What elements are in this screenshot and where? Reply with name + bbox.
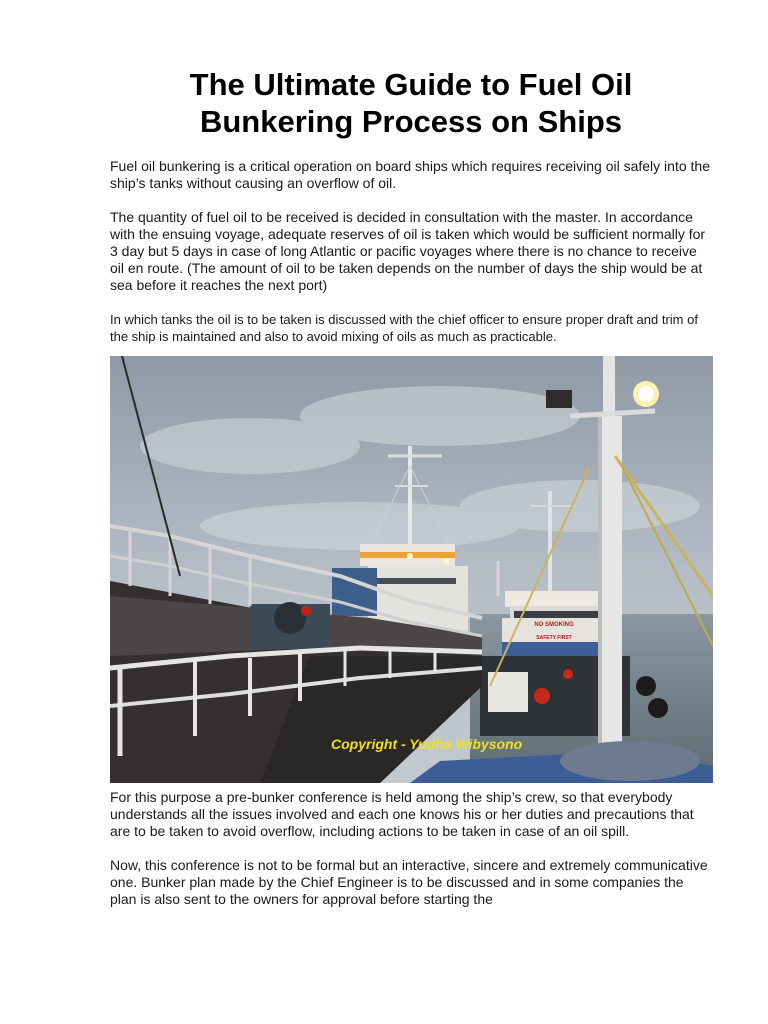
- article-title-line-1: The Ultimate Guide to Fuel Oil: [189, 67, 633, 102]
- bunkering-photo: [110, 356, 713, 783]
- paragraph-quantity: The quantity of fuel oil to be received is decided in consultation with the master. In accordance with the ensuing voyage, adequate reserves of oil is taken which would be sufficient normally for 3 day but 5 days in case of long Atlantic or pacific voyages where there is no chance to receive oil en route. (The amount of oil to be taken depends on the number of days the ship would be at sea before it reaches the next port): [110, 209, 706, 293]
- photo-copyright-watermark: Copyright - Yudha Wibysono: [331, 736, 523, 752]
- barge-sign-safety: SAFETY FIRST: [536, 635, 572, 641]
- paragraph-tanks: In which tanks the oil is to be taken is discussed with the chief officer to ensure proper draft and trim of the ship is maintained and also to avoid mixing of oils as much as practicable.: [110, 312, 698, 344]
- article-title: [110, 66, 712, 140]
- bunkering-illustration: [110, 356, 713, 783]
- paragraph-intro: Fuel oil bunkering is a critical operation on board ships which requires receiving oil safely into the ship’s tanks without causing an overflow of oil.: [110, 158, 710, 191]
- paragraph-conference: For this purpose a pre-bunker conference is held among the ship’s crew, so that everybody understands all the issues involved and each one knows his or her duties and precautions that are to be taken to avoid overflow, including actions to be taken in case of an oil spill.: [110, 789, 694, 839]
- paragraph-bunker-plan: Now, this conference is not to be formal but an interactive, sincere and extremely communicative one. Bunker plan made by the Chief Engineer is to be discussed and in some companies the plan is also sent to the owners for approval before starting the: [110, 857, 708, 907]
- document-page: [110, 66, 712, 908]
- article-title-line-2: Bunkering Process on Ships: [199, 104, 623, 139]
- barge-sign-no-smoking: NO SMOKING: [534, 622, 574, 628]
